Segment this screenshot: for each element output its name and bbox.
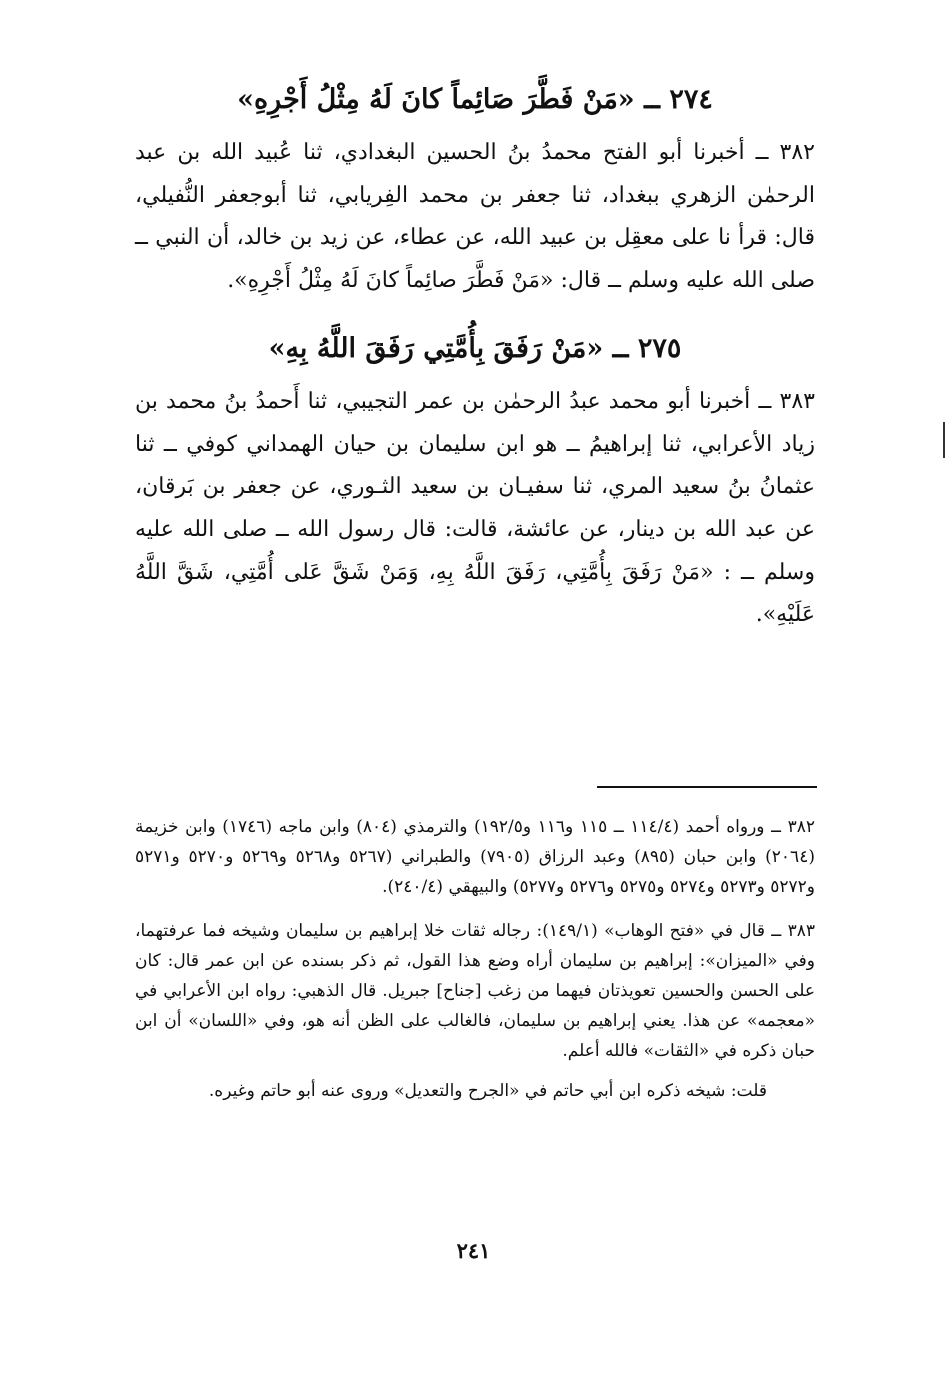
page-number: ٢٤١ bbox=[456, 1238, 491, 1263]
footnote-note: قلت: شيخه ذكره ابن أبي حاتم في «الجرح والتعديل» وروى عنه أبو حاتم وغيره. bbox=[208, 1081, 767, 1101]
main-text bbox=[135, 72, 815, 637]
margin-mark bbox=[943, 422, 945, 458]
footnote-382: ٣٨٢ ــ ورواه أحمد (١١٤/٤ ــ ١١٥ و١١٦ و١٩٢/٥) والترمذي (٨٠٤) وابن ماجه (١٧٤٦) وابن خزيمة (٢٠٦٤) وابن حبان (٨٩٥) وعبد الرزاق (٧٩٠٥) والطبراني (٥٢٦٧ و٥٢٦٨ و٥٢٦٩ و٥٢٧٠ و٥٢٧١ و٥٢٧٢ و٥٢٧٣ و٥٢٧٤ و٥٢٧٥ و٥٢٧٦ و٥٢٧٧) والبيهقي (٢٤٠/٤). bbox=[135, 817, 815, 897]
chapter-heading-274: ٢٧٤ ــ «مَنْ فَطَّرَ صَائِماً كانَ لَهُ مِثْلُ أَجْرِهِ» bbox=[237, 84, 713, 115]
footnotes bbox=[135, 812, 815, 1106]
hadith-382: ٣٨٢ ــ أخبرنا أبو الفتح محمدُ بنُ الحسين البغدادي، ثنا عُبيد الله بن عبد الرحمٰن الزهري ببغداد، ثنا جعفر بن محمد الفِريابي، ثنا أبوجعفر النُّفيلي، قال: قرأ نا على معقِل بن عبيد الله، عن عطاء، عن زيد بن خالد، أن النبي ــ صلى الله عليه وسلم ــ قال: «مَنْ فَطَّرَ صائِماً كانَ لَهُ مِثْلُ أَجْرِهِ». bbox=[135, 140, 815, 294]
hadith-383: ٣٨٣ ــ أخبرنا أبو محمد عبدُ الرحمٰن بن عمر التجيبي، ثنا أَحمدُ بنُ محمد بن زياد الأعرابي، ثنا إبراهيمُ ــ هو ابن سليمان بن حيان الهمداني كوفي ــ ثنا عثمانُ بنُ سعيد المري، ثنا سفيـان بن سعيد الثـوري، عن جعفر بن بَرقان، عن عبد الله بن دينار، عن عائشة، قالت: قال رسول الله ــ صلى الله عليه وسلم ــ : «مَنْ رَفَقَ بِأُمَّتِي، رَفَقَ اللَّهُ بِهِ، وَمَنْ شَقَّ عَلى أُمَّتِي، شَقَّ اللَّهُ عَلَيْهِ». bbox=[135, 388, 815, 628]
chapter-heading-275: ٢٧٥ ــ «مَنْ رَفَقَ بِأُمَّتِي رَفَقَ اللَّهُ بِهِ» bbox=[268, 332, 682, 364]
footnote-separator bbox=[597, 786, 817, 788]
footnote-383: ٣٨٣ ــ قال في «فتح الوهاب» (١٤٩/١): رجاله ثقات خلا إبراهيم بن سليمان وشيخه فما عرفتهما، وفي «الميزان»: إبراهيم بن سليمان أراه وضع هذا القول، ثم ذكر بسنده عن ابن عمر قال: كان على الحسن والحسين تعويذتان فيهما من زغب [جناح] جبريل. قال الذهبي: رواه ابن الأعرابي في «معجمه» عن هذا. يعني إبراهيم بن سليمان، فالغالب على الظن أنه هو، وفي «اللسان» أن ابن حبان ذكره في «الثقات» فالله أعلم. bbox=[135, 921, 815, 1061]
